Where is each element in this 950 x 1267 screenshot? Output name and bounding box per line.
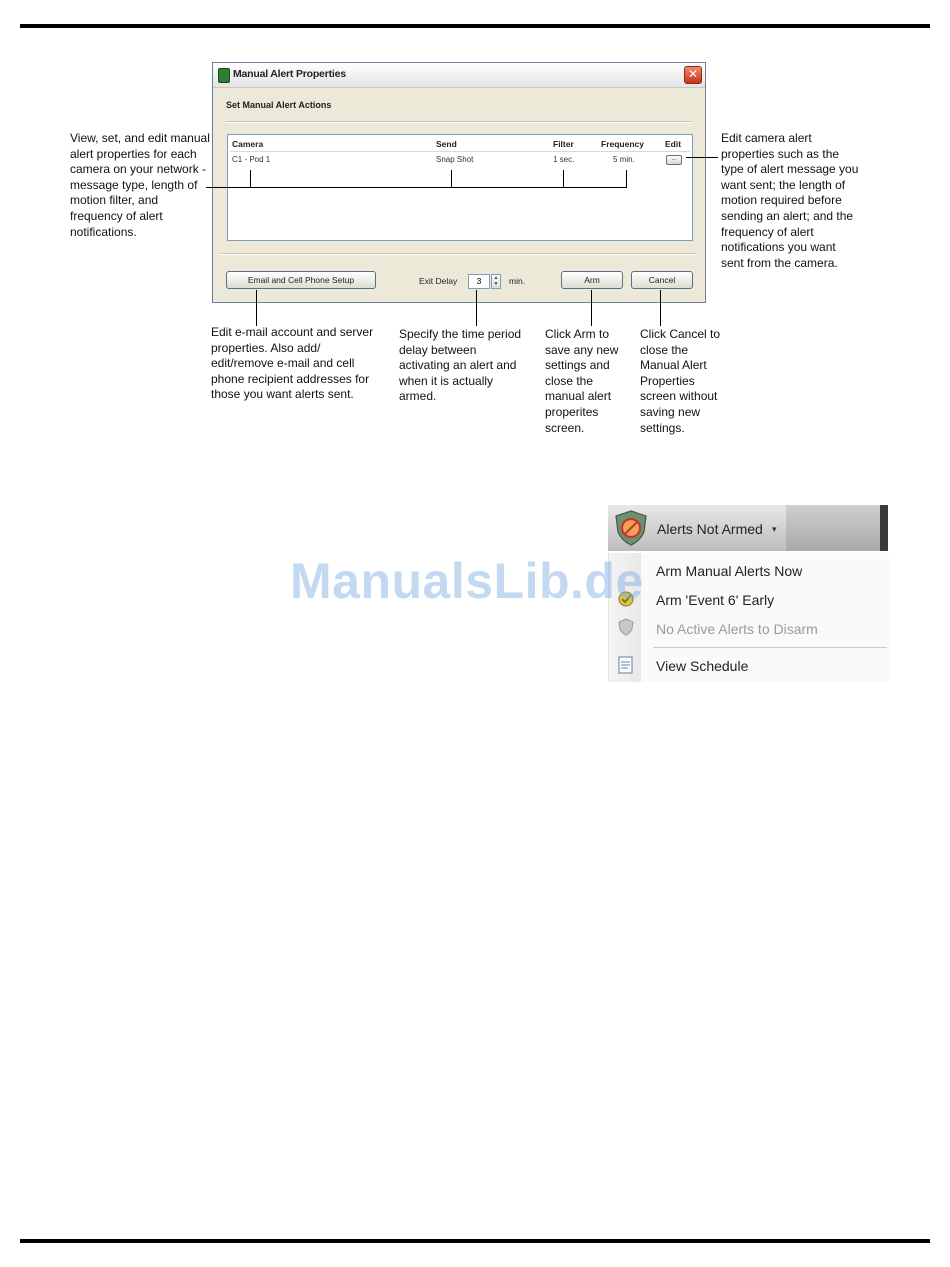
menu-item-arm-manual-alerts[interactable]: Arm Manual Alerts Now	[656, 563, 803, 579]
table-header-divider	[230, 151, 690, 152]
leader-line-camera-tick	[250, 170, 251, 188]
exit-delay-unit: min.	[509, 276, 526, 286]
bottom-page-rule	[20, 1239, 930, 1243]
leader-line-edit	[686, 157, 718, 158]
alerts-status-button[interactable]: Alerts Not Armed	[657, 521, 763, 537]
column-header-frequency: Frequency	[601, 139, 644, 149]
exit-delay-input[interactable]: 3	[468, 274, 490, 289]
callout-cancel: Click Cancel to close the Manual Alert Properties screen without saving new settings.	[640, 327, 721, 435]
column-header-filter: Filter	[553, 139, 574, 149]
alerts-toolbar	[608, 505, 888, 551]
disarm-shield-icon	[616, 617, 636, 637]
leader-line-email	[256, 290, 257, 326]
cell-filter[interactable]: 1 sec.	[553, 155, 575, 164]
leader-line-exit-delay	[476, 290, 477, 326]
column-header-camera: Camera	[232, 139, 264, 149]
top-page-rule	[20, 24, 930, 28]
cell-send[interactable]: Snap Shot	[436, 155, 474, 164]
section-title: Set Manual Alert Actions	[226, 100, 332, 110]
callout-email-setup: Edit e-mail account and server properties. Also add/ edit/remove e-mail and cell phone recipient addresses for those you want alerts sent.	[211, 325, 374, 402]
callout-arm: Click Arm to save any new settings and close the manual alert properites screen.	[545, 327, 619, 435]
leader-line-cancel	[660, 290, 661, 326]
toolbar-background	[786, 505, 888, 551]
app-icon	[218, 68, 230, 83]
leader-line-filter-tick	[563, 170, 564, 188]
arm-button[interactable]: Arm	[561, 271, 623, 289]
cell-camera[interactable]: C1 - Pod 1	[232, 155, 271, 164]
callout-edit-camera: Edit camera alert properties such as the type of alert message you want sent; the length of motion required before sending an alert; and the frequency of alert notifications you want sent from the camera.	[721, 131, 859, 270]
schedule-icon	[616, 655, 636, 675]
watermark: ManualsLib.de	[290, 553, 644, 609]
chevron-down-icon[interactable]: ▾	[772, 524, 777, 534]
alerts-not-armed-shield-icon	[614, 510, 648, 546]
leader-line-frequency-tick	[626, 170, 627, 188]
dialog-titlebar	[213, 63, 705, 88]
menu-item-view-schedule[interactable]: View Schedule	[656, 658, 749, 674]
close-button[interactable]: ✕	[684, 66, 702, 84]
exit-delay-spinner[interactable]: ▲ ▼	[491, 274, 501, 289]
edit-row-button[interactable]: ...	[666, 155, 682, 165]
cancel-button[interactable]: Cancel	[631, 271, 693, 289]
menu-item-arm-event-early[interactable]: Arm 'Event 6' Early	[656, 592, 775, 608]
menu-separator	[653, 647, 887, 648]
dialog-title: Manual Alert Properties	[233, 68, 346, 80]
toolbar-edge	[880, 505, 888, 551]
leader-line-send-tick	[451, 170, 452, 188]
column-header-send: Send	[436, 139, 457, 149]
callout-exit-delay: Specify the time period delay between activating an alert and when it is actually armed.	[399, 327, 522, 404]
manual-alert-properties-dialog	[212, 62, 706, 303]
leader-line-arm	[591, 290, 592, 326]
menu-item-no-active-alerts: No Active Alerts to Disarm	[656, 621, 818, 637]
section-divider	[226, 121, 691, 123]
footer-divider	[221, 253, 697, 255]
exit-delay-label: Exit Delay	[419, 276, 458, 286]
alerts-dropdown-menu	[608, 553, 889, 682]
cell-frequency[interactable]: 5 min.	[613, 155, 635, 164]
email-cell-phone-setup-button[interactable]: Email and Cell Phone Setup	[226, 271, 376, 289]
column-header-edit: Edit	[665, 139, 682, 149]
callout-view-set-edit: View, set, and edit manual alert properties for each camera on your network - message type, length of motion filter, and frequency of alert notifications.	[70, 131, 210, 239]
